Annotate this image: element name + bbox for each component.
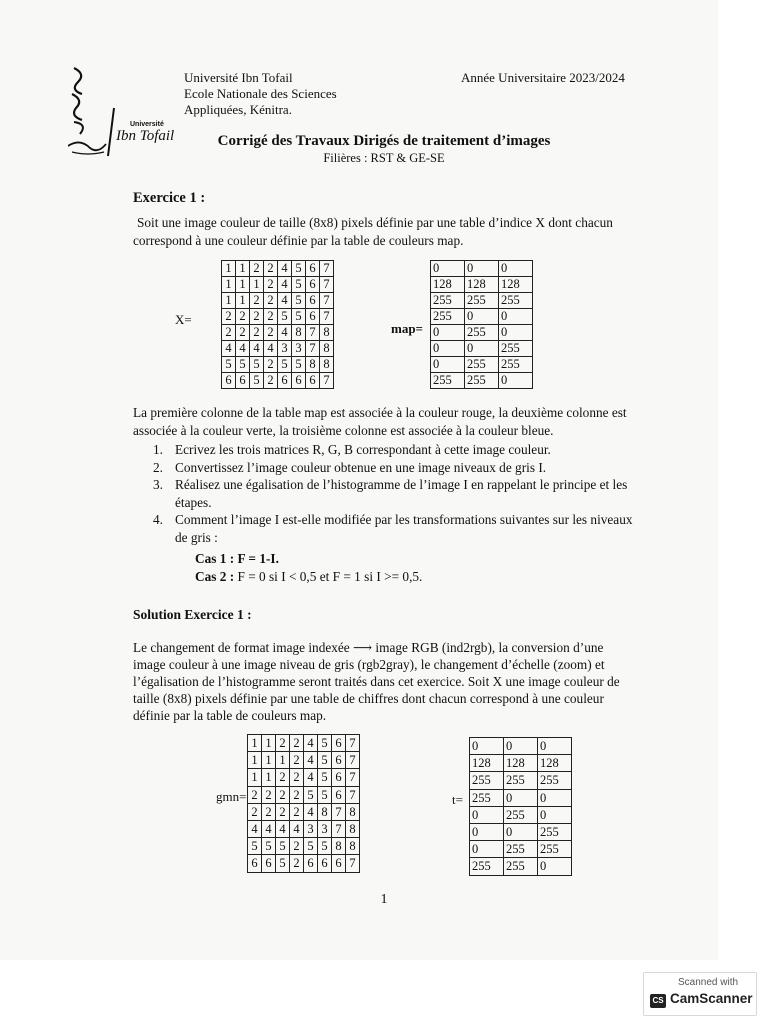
x-matrix-cell: 4 [278,325,292,341]
map-description-line1: La première colonne de la table map est associée à la couleur rouge, la deuxième colonne est [133,405,627,420]
map-matrix-cell: 0 [465,341,499,357]
g-matrix-cell: 8 [318,803,332,820]
x-matrix-cell: 2 [264,277,278,293]
g-matrix-cell: 7 [346,786,360,803]
x-matrix-cell: 7 [320,309,334,325]
exercise-heading: Exercice 1 : [133,190,206,206]
g-matrix-row [248,820,360,837]
x-matrix-cell: 6 [306,373,320,389]
x-matrix-cell: 5 [250,357,264,373]
t-matrix-label: t= [452,792,463,807]
g-matrix-cell: 6 [332,855,346,872]
x-matrix-cell: 7 [320,373,334,389]
solution-line4: taille (8x8) pixels définie par une table de chiffres dont chacun correspond à une couleur [133,691,604,706]
x-matrix-cell: 2 [236,325,250,341]
g-matrix-cell: 2 [290,838,304,855]
map-matrix-row [431,277,533,293]
g-matrix-cell: 2 [276,769,290,786]
g-matrix-cell: 5 [318,735,332,752]
g-matrix-cell: 6 [304,855,318,872]
map-matrix-cell: 0 [465,261,499,277]
map-matrix-cell: 0 [499,309,533,325]
x-matrix-cell: 6 [292,373,306,389]
g-matrix-label: gmn= [216,789,247,804]
g-matrix-cell: 5 [318,769,332,786]
x-matrix-cell: 3 [292,341,306,357]
g-matrix-cell: 2 [262,786,276,803]
map-matrix-cell: 0 [431,341,465,357]
x-matrix-row [222,277,334,293]
university-name: Université Ibn Tofail [184,70,293,85]
x-matrix-cell: 5 [292,357,306,373]
g-matrix-cell: 4 [262,820,276,837]
g-matrix-cell: 8 [346,803,360,820]
g-matrix-cell: 6 [332,752,346,769]
g-matrix-cell: 7 [346,855,360,872]
x-matrix-row [222,341,334,357]
map-matrix-cell: 0 [499,261,533,277]
map-matrix-cell: 0 [465,309,499,325]
map-matrix-row [431,357,533,373]
t-matrix-cell: 255 [470,858,504,875]
x-matrix-cell: 6 [306,293,320,309]
map-matrix-row [431,261,533,277]
g-matrix-cell: 5 [318,838,332,855]
t-matrix-row [470,858,572,875]
x-matrix-cell: 7 [320,293,334,309]
t-matrix-cell: 0 [470,841,504,858]
g-matrix-cell: 5 [276,855,290,872]
x-matrix-cell: 6 [222,373,236,389]
t-matrix-cell: 255 [504,806,538,823]
t-matrix-cell: 128 [504,755,538,772]
g-matrix-cell: 2 [290,786,304,803]
x-matrix-cell: 7 [320,277,334,293]
g-matrix-cell: 2 [290,735,304,752]
question-text-continued: de gris : [175,529,218,545]
g-matrix-cell: 8 [346,838,360,855]
t-matrix-table [469,737,572,876]
x-matrix-cell: 6 [306,261,320,277]
g-matrix-cell: 1 [262,752,276,769]
g-matrix-row [248,752,360,769]
question-text: Comment l’image I est-elle modifiée par les transformations suivantes sur les niveaux [175,512,633,527]
map-matrix-row [431,325,533,341]
map-matrix-cell: 128 [499,277,533,293]
solution-heading: Solution Exercice 1 : [133,607,252,622]
g-matrix-row [248,735,360,752]
g-matrix-cell: 2 [248,803,262,820]
x-matrix-cell: 1 [222,261,236,277]
x-matrix-cell: 8 [320,357,334,373]
x-matrix-label: X= [175,312,192,327]
x-matrix-cell: 6 [236,373,250,389]
g-matrix-cell: 4 [304,735,318,752]
g-matrix-cell: 7 [346,752,360,769]
x-matrix-cell: 8 [292,325,306,341]
g-matrix-cell: 4 [276,820,290,837]
map-matrix-row [431,309,533,325]
g-matrix-cell: 1 [262,735,276,752]
x-matrix-cell: 8 [306,357,320,373]
map-matrix-cell: 255 [431,309,465,325]
x-matrix-row [222,309,334,325]
question-number: 3. [153,477,163,492]
x-matrix-cell: 1 [222,293,236,309]
t-matrix-cell: 255 [504,841,538,858]
g-matrix-cell: 2 [290,855,304,872]
t-matrix-cell: 255 [470,789,504,806]
x-matrix-cell: 4 [250,341,264,357]
g-matrix-cell: 2 [262,803,276,820]
g-matrix-cell: 2 [290,769,304,786]
map-matrix-cell: 255 [465,373,499,389]
x-matrix-cell: 2 [264,293,278,309]
x-matrix-cell: 6 [306,309,320,325]
t-matrix-cell: 255 [470,772,504,789]
g-matrix-cell: 5 [262,838,276,855]
solution-line3: l’égalisation de l’histogramme seront traités dans cet exercice. Soit X une image couleur de [133,674,620,689]
x-matrix-cell: 1 [250,277,264,293]
g-matrix-cell: 7 [346,769,360,786]
x-matrix-cell: 5 [292,261,306,277]
logo-text-small: Université [130,121,164,128]
t-matrix-row [470,738,572,755]
question-number: 4. [153,512,163,527]
map-matrix-cell: 0 [499,325,533,341]
x-matrix-cell: 4 [264,341,278,357]
x-matrix-cell: 5 [222,357,236,373]
x-matrix-cell: 2 [264,309,278,325]
t-matrix-cell: 255 [538,823,572,840]
camscanner-logo-icon: CS [650,994,666,1008]
t-matrix-cell: 128 [470,755,504,772]
x-matrix-cell: 4 [222,341,236,357]
map-matrix-cell: 255 [499,293,533,309]
g-matrix-cell: 6 [318,855,332,872]
g-matrix-cell: 2 [248,786,262,803]
camscanner-watermark [643,972,757,1016]
exercise-intro-line1: Soit une image couleur de taille (8x8) pixels définie par une table d’indice X dont chacun [137,215,613,230]
x-matrix-cell: 7 [320,261,334,277]
g-matrix-cell: 5 [318,786,332,803]
g-matrix-cell: 4 [304,752,318,769]
page-title: Corrigé des Travaux Dirigés de traitement d’images [217,133,551,149]
question-number: 2. [153,459,163,475]
t-matrix-cell: 0 [470,738,504,755]
x-matrix-cell: 2 [250,309,264,325]
x-matrix-cell: 1 [236,261,250,277]
school-location: Appliquées, Kénitra. [184,102,292,117]
g-matrix-cell: 4 [304,769,318,786]
question-item [153,459,668,477]
t-matrix-cell: 0 [538,738,572,755]
x-matrix-cell: 5 [278,357,292,373]
t-matrix-cell: 0 [470,823,504,840]
solution-line5: définie par la table de couleurs map. [133,708,327,723]
g-matrix-cell: 4 [248,820,262,837]
g-matrix-cell: 8 [332,838,346,855]
g-matrix-cell: 2 [290,803,304,820]
x-matrix-cell: 2 [250,261,264,277]
map-matrix-cell: 255 [465,357,499,373]
solution-line1: Le changement de format image indexée ⟶ image RGB (ind2rgb), la conversion d’une [133,640,604,655]
g-matrix-cell: 5 [276,838,290,855]
t-matrix-cell: 0 [538,806,572,823]
map-matrix-cell: 0 [431,325,465,341]
t-matrix-cell: 255 [538,772,572,789]
question-text: Convertissez l’image couleur obtenue en une image niveaux de gris I. [175,459,547,475]
t-matrix-row [470,755,572,772]
x-matrix-cell: 4 [278,277,292,293]
x-matrix-cell: 2 [264,373,278,389]
logo-text-big: Ibn Tofail [116,128,175,144]
question-text-continued: étapes. [175,494,212,510]
x-matrix-cell: 5 [292,277,306,293]
g-matrix-cell: 3 [304,820,318,837]
map-matrix-cell: 255 [499,357,533,373]
page-subtitle: Filières : RST & GE-SE [323,151,445,165]
x-matrix-cell: 2 [236,309,250,325]
x-matrix-cell: 1 [236,277,250,293]
t-matrix-cell: 0 [538,858,572,875]
t-matrix-cell: 0 [504,823,538,840]
t-matrix-row [470,789,572,806]
question-item [153,441,668,459]
case-1: Cas 1 : F = 1-I. [195,551,279,566]
g-matrix-row [248,803,360,820]
x-matrix-cell: 2 [264,325,278,341]
question-text: Ecrivez les trois matrices R, G, B correspondant à cette image couleur. [175,442,551,457]
t-matrix-cell: 0 [504,789,538,806]
page-number: 1 [380,892,388,907]
g-matrix-row [248,855,360,872]
x-matrix-cell: 3 [278,341,292,357]
g-matrix-row [248,769,360,786]
g-matrix-row [248,838,360,855]
g-matrix-cell: 5 [304,786,318,803]
x-matrix-cell: 4 [278,261,292,277]
x-matrix-cell: 7 [306,325,320,341]
g-matrix-cell: 2 [276,803,290,820]
exercise-intro-line2: correspond à une couleur définie par la table de couleurs map. [133,233,464,248]
g-matrix-cell: 5 [304,838,318,855]
x-matrix-cell: 8 [320,325,334,341]
x-matrix-cell: 5 [250,373,264,389]
x-matrix-cell: 2 [264,261,278,277]
g-matrix-cell: 6 [332,735,346,752]
x-matrix-cell: 7 [306,341,320,357]
map-matrix-row [431,341,533,357]
x-matrix-row [222,293,334,309]
map-matrix-row [431,293,533,309]
school-name: Ecole Nationale des Sciences [184,86,337,101]
x-matrix-row [222,325,334,341]
g-matrix-cell: 1 [248,735,262,752]
x-matrix-cell: 6 [306,277,320,293]
x-matrix-cell: 2 [250,293,264,309]
t-matrix-cell: 0 [504,738,538,755]
scanned-with-text: Scanned with [678,977,739,988]
g-matrix-cell: 1 [276,752,290,769]
map-matrix-cell: 255 [465,325,499,341]
g-matrix-cell: 2 [276,735,290,752]
map-matrix-cell: 128 [431,277,465,293]
g-matrix-table [247,734,360,873]
academic-year: Année Universitaire 2023/2024 [461,70,625,85]
map-description-line2: associée à la couleur verte, la troisième colonne est associée à la couleur bleue. [133,423,554,438]
g-matrix-row [248,786,360,803]
x-matrix-cell: 5 [278,309,292,325]
x-matrix-cell: 2 [222,325,236,341]
x-matrix-cell: 4 [236,341,250,357]
g-matrix-cell: 7 [332,820,346,837]
t-matrix-row [470,772,572,789]
t-matrix-cell: 0 [470,806,504,823]
g-matrix-cell: 2 [276,786,290,803]
map-matrix-row [431,373,533,389]
x-matrix-table [221,260,334,389]
x-matrix-cell: 1 [236,293,250,309]
t-matrix-cell: 0 [538,789,572,806]
map-matrix-cell: 255 [431,293,465,309]
g-matrix-cell: 3 [318,820,332,837]
x-matrix-cell: 4 [278,293,292,309]
map-matrix-cell: 0 [499,373,533,389]
g-matrix-cell: 6 [332,769,346,786]
question-number: 1. [153,442,163,457]
g-matrix-cell: 6 [248,855,262,872]
map-matrix-cell: 255 [499,341,533,357]
question-list [153,441,668,546]
x-matrix-cell: 2 [264,357,278,373]
solution-line2: image couleur à une image niveau de gris (rgb2gray), le changement d’échelle (zoom) et [133,657,605,672]
g-matrix-cell: 6 [332,786,346,803]
g-matrix-cell: 7 [346,735,360,752]
g-matrix-cell: 1 [262,769,276,786]
case-2-text: F = 0 si I < 0,5 et F = 1 si I >= 0,5. [237,569,423,584]
map-matrix-cell: 128 [465,277,499,293]
x-matrix-cell: 5 [292,293,306,309]
question-item [153,476,668,511]
g-matrix-cell: 1 [248,752,262,769]
x-matrix-cell: 8 [320,341,334,357]
case-2: Cas 2 : F = 0 si I < 0,5 et F = 1 si I >= 0,5. [195,569,423,584]
x-matrix-cell: 5 [292,309,306,325]
map-matrix-label: map= [391,321,423,336]
t-matrix-row [470,841,572,858]
question-item [153,511,668,546]
g-matrix-cell: 1 [248,769,262,786]
t-matrix-cell: 255 [538,841,572,858]
g-matrix-cell: 4 [290,820,304,837]
x-matrix-row [222,373,334,389]
map-matrix-table [430,260,533,389]
x-matrix-cell: 5 [236,357,250,373]
g-matrix-cell: 2 [290,752,304,769]
x-matrix-cell: 2 [250,325,264,341]
x-matrix-cell: 2 [222,309,236,325]
t-matrix-cell: 255 [504,858,538,875]
g-matrix-cell: 8 [346,820,360,837]
x-matrix-row [222,357,334,373]
t-matrix-cell: 255 [504,772,538,789]
g-matrix-cell: 4 [304,803,318,820]
question-text: Réalisez une égalisation de l’histogramme de l’image I en rappelant le principe et les [175,477,628,492]
t-matrix-cell: 128 [538,755,572,772]
g-matrix-cell: 5 [318,752,332,769]
map-matrix-cell: 0 [431,261,465,277]
g-matrix-cell: 7 [332,803,346,820]
x-matrix-cell: 1 [222,277,236,293]
g-matrix-cell: 6 [262,855,276,872]
map-matrix-cell: 255 [431,373,465,389]
t-matrix-row [470,823,572,840]
map-matrix-cell: 255 [465,293,499,309]
map-matrix-cell: 0 [431,357,465,373]
camscanner-brand: CamScanner [670,991,753,1006]
x-matrix-row [222,261,334,277]
x-matrix-cell: 6 [278,373,292,389]
t-matrix-row [470,806,572,823]
g-matrix-cell: 5 [248,838,262,855]
